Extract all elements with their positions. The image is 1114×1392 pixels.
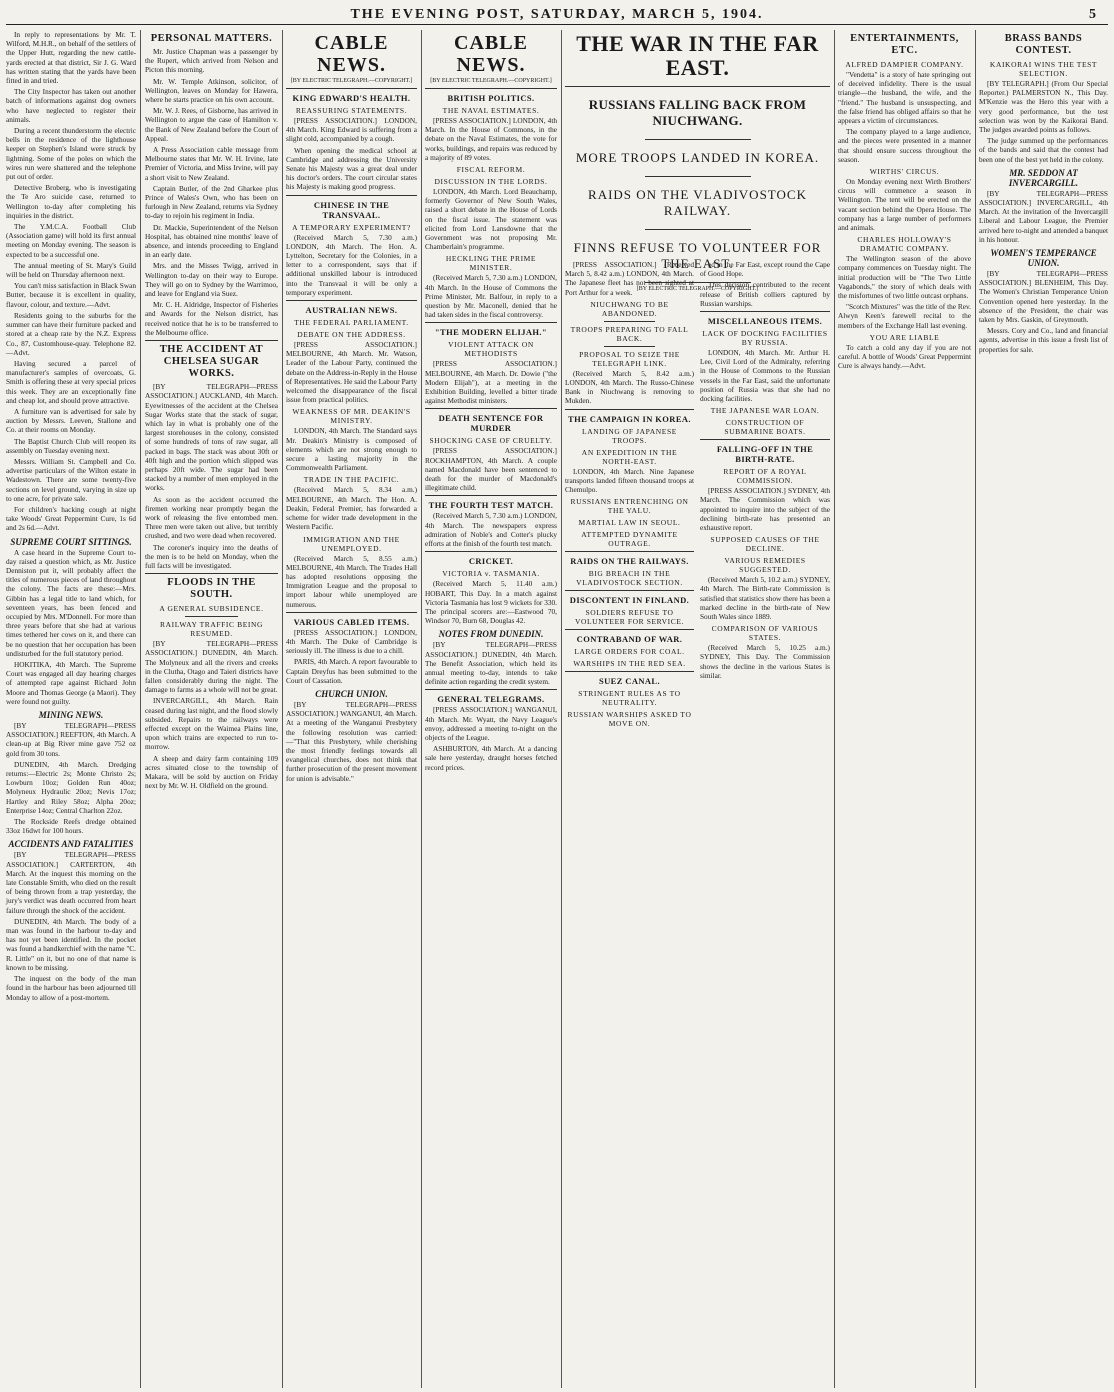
column-4: CABLE NEWS. [BY ELECTRIC TELEGRAPH.—COPYRIGHT.] BRITISH POLITICS. THE NAVAL ESTIMATES. [PRESS ASSOCIATION.] LONDON, 4th March. In the House of Commons, in the debate on the Naval Estimates, the vote for works, buildings, and repairs was reduced by a majority of 89 votes. FISCAL REFORM. DISCUSSION IN THE LORDS. LONDON, 4th March. Lord Beauchamp, formerly Governor of New South Wales, raised a short debate in the House of Lords on the fiscal issue. The statement was elicited from Lord Lansdowne that the Government was not proposing Mr. Chamberlain's programme. HECKLING THE PRIME MINISTER. (Received March 5, 7.30 a.m.) LONDON, 4th March. In the House of Commons the Prime Minister, Mr. Balfour, in reply to a question by Mr. Maconell, denied that he had taken sides in the fiscal controversy. "THE MODERN ELIJAH." VIOLENT ATTACK ON METHODISTS [PRESS ASSOCIATION.] MELBOURNE, 4th March. Dr. Dowie ("the Modern Elijah"), at a meeting in the Exhibition Building, levelled a bitter tirade against Methodist ministers. DEATH SENTENCE FOR MURDER SHOCKING CASE OF CRUELTY. [PRESS ASSOCIATION.] ROCKHAMPTON, 4th March. A couple named Macdonald have been sentenced to death for the murder of Macdonald's illegitimate child. THE FOURTH TEST MATCH. (Received March 5, 7.30 a.m.) LONDON, 4th March. The newspapers express admiration of Noble's and Cotter's plucky efforts at the finish of the fourth test match. CRICKET. VICTORIA v. TASMANIA. (Received March 5, 11.40 a.m.) HOBART, This Day. In a match against Victoria Tasmania has lost 9 wickets for 330. The principal scorers are:—Eastwood 70, Windsor 70, Burn 68, Douglas 42. NOTES FROM DUNEDIN. [BY TELEGRAPH—PRESS ASSOCIATION.] DUNEDIN, 4th March. The Benefit Association, which held its annual meeting to-day, intends to take definite action regarding the credit system. GENERAL TELEGRAMS. [PRESS ASSOCIATION.] WANGANUI, 4th March. Mr. Wyatt, the Navy League's envoy, addressed a meeting to-night on the objects of the League. ASHBURTON, 4th March. At a dancing sale here yesterday, draught horses fetched record prices. [425,32,557,772]
war-left-heading-10: RAIDS ON THE RAILWAYS. [570,556,689,567]
heading-entertainments: ENTERTAINMENTS, ETC. [850,33,959,56]
cable-credit-right: [BY ELECTRIC TELEGRAPH.—COPYRIGHT.] [430,78,552,84]
war-left-heading-2: TROOPS PREPARING TO FALL BACK. [570,324,689,343]
holloway-subheading: CHARLES HOLLOWAY'S DRAMATIC COMPANY. [857,235,952,254]
heading-modern-elijah: "THE MODERN ELIJAH." [434,327,548,338]
war-left-heading-8: MARTIAL LAW IN SEOUL. [578,518,681,528]
heading-immigration: IMMIGRATION AND THE UNEMPLOYED. [303,534,400,553]
war-left-heading-19: RUSSIAN WARSHIPS ASKED TO MOVE ON. [567,710,692,729]
war-right-heading-1: MISCELLANEOUS ITEMS. [707,316,823,327]
war-credit: [BY ELECTRIC TELEGRAPH.—COPYRIGHT.] [636,286,759,292]
war-left-heading-9: ATTEMPTED DYNAMITE OUTRAGE. [581,530,678,549]
heading-floods: FLOODS IN THE SOUTH. [167,577,256,601]
war-right-heading-7: SUPPOSED CAUSES OF THE DECLINE. [710,535,820,554]
heading-brass-bands: BRASS BANDS CONTEST. [1004,33,1083,56]
wirths-circus-subheading: WIRTHS' CIRCUS. [869,167,940,177]
war-header [565,30,830,292]
war-left-heading-17: SUEZ CANAL. [598,676,661,687]
heading-british-politics: BRITISH POLITICS. [447,93,535,103]
war-left-heading-11: BIG BREACH IN THE VLADIVOSTOCK SECTION. [576,569,683,588]
war-right-heading-4: CONSTRUCTION OF SUBMARINE BOATS. [724,418,806,437]
heading-cricket: CRICKET. [468,556,514,567]
australian-subheading-2: DEBATE ON THE ADDRESS. [297,330,406,340]
cable-news-title-right: CABLE NEWS. [454,32,528,76]
war-left-heading-3: PROPOSAL TO SEIZE THE TELEGRAPH LINK. [579,349,680,368]
heading-church-union: CHURCH UNION. [315,688,388,699]
heading-accidents: ACCIDENTS AND FATALITIES [8,839,134,850]
heading-weakness: WEAKNESS OF MR. DEAKIN'S MINISTRY. [292,407,411,426]
heading-supreme-court: SUPREME COURT SITTINGS. [10,536,132,547]
floods-subheading-2: RAILWAY TRAFFIC BEING RESUMED. [159,620,264,639]
war-right-column: ed in the Far East, except round the Cape of Good Hope. This decision contributed to the recent release of British colliers captured by Russian warships. MISCELLANEOUS ITEMS. LACK OF DOCKING FACILITIES BY RUSSIA. LONDON, 4th March. Mr. Arthur H. Lee, Civil Lord of the Admiralty, referring in the House of Commons to the Russian vessels in the Far East, said the unfortunate position of Russia was that she had no docking facilities. THE JAPANESE WAR LOAN. CONSTRUCTION OF SUBMARINE BOATS. FALLING-OFF IN THE BIRTH-RATE. REPORT OF A ROYAL COMMISSION. [PRESS ASSOCIATION.] SYDNEY, 4th March. The Commission which was appointed to inquire into the subject of the declining birth-rate has presented an exhaustive report. SUPPOSED CAUSES OF THE DECLINE. VARIOUS REMEDIES SUGGESTED. (Received March 5, 10.2 a.m.) SYDNEY, 4th March. The Birth-rate Commission is satisfied that statistics show there has been a marked decline in the birth-rate of New South Wales since 1889. COMPARISON OF VARIOUS STATES. (Received March 5, 10.25 a.m.) SYDNEY, This Day. The Commission shows the decline in the various States is similar. [700,260,830,680]
war-left-heading-13: SOLDIERS REFUSE TO VOLUNTEER FOR SERVICE. [574,608,685,627]
heading-fourth-test: THE FOURTH TEST MATCH. [428,500,554,511]
heading-notes-dunedin: NOTES FROM DUNEDIN. [438,629,544,640]
war-left-heading-12: DISCONTENT IN FINLAND. [569,595,690,606]
war-right-heading-2: LACK OF DOCKING FACILITIES BY RUSSIA. [702,329,828,348]
war-subheading-3: RAIDS ON THE VLADIVOSTOCK RAILWAY. [588,187,807,218]
heading-womens-temperance: WOMEN'S TEMPERANCE UNION. [990,248,1097,269]
australian-subheading-1: THE FEDERAL PARLIAMENT. [294,318,409,328]
column-1: In reply to representations by Mr. T. Wilford, M.H.R., on behalf of the settlers of the Upper Hutt, regarding the new cattle-yards erected at that district, Sir J. G. Ward has written stating that the yards have been fitted in and tried. The City Inspector has taken out another batch of informations against dog owners who have neglected to register their animals. During a recent thunderstorm the electric bells in the residence of the lighthouse keeper on Stephen's Island were struck by lightning. Some of the poles on which the wires run were shattered and the telephone put out of order. Detective Broberg, who is investigating the Te Aro suicide case, returned to Wellington to-day after completing his inquiries in the district. The Y.M.C.A. Football Club (Association game) will hold its first annual meeting on Monday evening. The season is expected to be a successful one. The annual meeting of St. Mary's Guild will be held on Thursday afternoon next. You can't miss satisfaction in Black Swan Butter, because it is excellent in quality, flavour, colour, and texture.—Advt. Residents going to the suburbs for the summer can have their furniture packed and stored at a cheap rate by the N.Z. Express Co., 87, Customhouse-quay. Telephone 82.—Advt. Having secured a parcel of manufacturer's samples of overcoats, G. Smith is offering these at very special prices this week. They are an exceptionally fine and cheap lot, and should prove attractive. A furniture van is advertised for sale by auction by Messrs. Leeven, Stallone and Co. at their rooms on Monday. The Baptist Church Club will reopen its assembly on Tuesday evening next. Messrs. William St. Campbell and Co. advertise particulars of the Wilton estate in Wadestown. There are some twenty-five sections on level ground, varying in size up to one acre, for private sale. For children's hacking cough at night take Woods' Great Peppermint Cure, 1s 6d and 2s 6d.—Advt. SUPREME COURT SITTINGS. A case heard in the Supreme Court to-day raised a question which, as Mr. Justice Denniston put it, will probably affect the titles of numerous pieces of land throughout the colony. The facts are these:—Mrs. Gibbin has a legal title to land which, for seventeen years, has been fenced and occupied by Mrs. M'Donnell. For more than three years before that she had at various times tethered her cows on it, and there can be no question that her occupation has been undisturbed for the full statutory period. HOKITIKA, 4th March. The Supreme Court was engaged all day hearing charges of attempted rape against Richard John Moore and Thomas George (a Maori). They were found not guilty. MINING NEWS. [BY TELEGRAPH—PRESS ASSOCIATION.] REEFTON, 4th March. A clean-up at Big River mine gave 752 oz gold from 30 tons. DUNEDIN, 4th March. Dredging returns:—Electric 2s; Monte Christo 2s; Lowburn 10oz; Golden Run 40oz; Molyneux Hydraulic 20oz; Nevis 17oz; Hartley and Riley 58oz; Alpha 20oz; Enterprise 14oz; Central Charlton 22oz. The Rockside Reefs dredge obtained 33oz 16dwt for 100 hours. ACCIDENTS AND FATALITIES [BY TELEGRAPH—PRESS ASSOCIATION.] CARTERTON, 4th March. At the inquest this morning on the late Constable Smith, who died on the result of being thrown from a trap yesterday, the jury's verdict was death occurred from heart failure through the shock of the accident. DUNEDIN, 4th March. The body of a man was found in the harbour to-day and has not yet been identified. In the pocket was found a handkerchief with the name "C. R. Little" on it, but no one of that name is known to be missing. The inquest on the body of the man found in the harbour has been adjourned till Monday to allow of a post-mortem. [6,30,136,1002]
war-left-heading-15: LARGE ORDERS FOR COAL. [574,647,685,657]
war-left-heading-16: WARSHIPS IN THE RED SEA. [573,659,686,669]
naval-estimates-subheading: THE NAVAL ESTIMATES. [442,106,540,115]
heading-king-health: KING EDWARD'S HEALTH. [292,93,411,103]
heading-accident-sugar: THE ACCIDENT AT CHELSEA SUGAR WORKS. [159,344,264,380]
war-left-heading-18: STRINGENT RULES AS TO NEUTRALITY. [578,689,681,708]
king-health-subheading: REASSURING STATEMENTS. [295,106,408,115]
war-left-heading-5: LANDING OF JAPANESE TROOPS. [582,426,677,445]
intro-paragraph: In reply to representations by Mr. T. Wilford, M.H.R., on behalf of the settlers of the Upper Hutt, regarding the new cattle-yards erected at that district, Sir J. G. Ward has written stating that the yards have been fitted in and tried. [6,30,136,86]
war-left-heading-14: CONTRABAND OF WAR. [576,634,683,645]
war-subheading-2: MORE TROOPS LANDED IN KOREA. [575,150,820,165]
column-2: PERSONAL MATTERS. Mr. Justice Chapman was a passenger by the Rupert, which arrived from Nelson and Picton this morning. Mr. W. Temple Atkinson, solicitor, of Wellington, leaves on Monday for Hawera, where he starts practice on his own account. Mr. W. J. Rees, of Gisborne, has arrived in Wellington to argue the case of Hamilton v. the Bank of New Zealand before the Court of Appeal. A Press Association cable message from Melbourne states that Mr. W. H. Irvine, late Premier of Victoria, and Miss Irvine, will pay a short visit to New Zealand. Captain Butler, of the 2nd Gharkee plus Prince of Wales's Own, who has been on furlough in New Zealand, returns via Sydney to-day to rejoin his regiment in India. Dr. Mackie, Superintendent of the Nelson Hospital, has obtained nine months' leave of absence, and intends proceeding to England in an early date. Mrs. and the Misses Twigg, arrived in Wellington to-day on their way to Europe. They will go on to Sydney by the Warrimoo, and leave for England via Suez. Mr. C. H. Aldridge, Inspector of Fisheries and Awards for the Nelson district, has received notice that he is to be transferred to the Melbourne office. THE ACCIDENT AT CHELSEA SUGAR WORKS. [BY TELEGRAPH—PRESS ASSOCIATION.] AUCKLAND, 4th March. Eyewitnesses of the accident at the Chelsea Sugar Works state that the stack of sugar, which lay in what is probably one of the largest storehouses in the colony, consisted of some hundreds of tons of raw sugar, all packed in bags. The stack was about 30ft or 40ft high and the portion which slipped was perhaps 20ft wide. The sugar had been stacked by a number of men employed in the works. As soon as the accident occurred the firemen working near promptly began the work of releasing the five entombed men. Three men were taken out alive, but terribly crushed, and two were dead when recovered. The coroner's inquiry into the deaths of the men is to be held on Monday, when the full facts will be investigated. FLOODS IN THE SOUTH. A GENERAL SUBSIDENCE. RAILWAY TRAFFIC BEING RESUMED. [BY TELEGRAPH—PRESS ASSOCIATION.] DUNEDIN, 4th March. The Molyneux and all the rivers and creeks in the Clutha, Otago and Taieri districts have fallen considerably during the night. The damage to farms as a whole will not be great. INVERCARGILL, 4th March. Rain ceased during last night, and the flood slowly subsided. Repairs to the railways were effected except on the Waimea Plains line, upon which trains are expected to run to-morrow. A sheep and dairy farm containing 109 acres situated close to the township of Makara, will be sold by auction on Friday next by Mr. W. H. Oldfield on the ground. [145,33,278,791]
war-subheading-1: RUSSIANS FALLING BACK FROM NIUCHWANG. [588,97,807,128]
heading-australian-news: AUSTRALIAN NEWS. [305,305,398,316]
war-headline: THE WAR IN THE FAR EAST. [576,31,819,80]
floods-subheading-1: A GENERAL SUBSIDENCE. [159,604,264,614]
war-right-heading-6: REPORT OF A ROYAL COMMISSION. [723,467,807,486]
chinese-subheading: A TEMPORARY EXPERIMENT? [292,222,411,232]
heading-trade-pacific: TRADE IN THE PACIFIC. [303,475,400,485]
fiscal-reform-subheading: FISCAL REFORM. [456,165,526,175]
heading-various-cabled: VARIOUS CABLED ITEMS. [293,616,410,627]
heading-personal-matters: PERSONAL MATTERS. [150,33,273,44]
war-left-heading-1: NIUCHWANG TO BE ABANDONED. [590,299,669,318]
heading-death-sentence: DEATH SENTENCE FOR MURDER [438,413,544,434]
heading-seddon: MR. SEDDON AT INVERCARGILL. [1008,167,1079,188]
masthead [6,6,1108,25]
column-8: BRASS BANDS CONTEST. KAIKORAI WINS THE TEST SELECTION. [BY TELEGRAPH.] (From Our Special Reporter.) PALMERSTON N., This Day. M'Kenzie was the Hero this year with a very good performance, but the test selection was won by the Kaikorai Band. The judges awarded points as follows. The judge summed up the performances of the bands and said that the contest had been one of the best yet held in the colony. MR. SEDDON AT INVERCARGILL. [BY TELEGRAPH—PRESS ASSOCIATION.] INVERCARGILL, 4th March. At the invitation of the Invercargill Liberal and Labour League, the Premier arrived here to-night and attended a banquet in his honour. WOMEN'S TEMPERANCE UNION. [BY TELEGRAPH—PRESS ASSOCIATION.] BLENHEIM, This Day. The Women's Christian Temperance Union Convention opened here yesterday. In the absence of the President, the chair was taken by Mrs. Gaskin, of Greymouth. Messrs. Cory and Co., land and financial agents, advertise in this issue a fresh list of properties for sale. [979,33,1108,354]
violent-attack-subheading: VIOLENT ATTACK ON METHODISTS [448,340,534,359]
shocking-case-subheading: SHOCKING CASE OF CRUELTY. [429,436,553,446]
heckling-subheading: HECKLING THE PRIME MINISTER. [445,254,537,273]
you-are-liable-heading: YOU ARE LIABLE [869,332,940,342]
heading-chinese-transvaal: CHINESE IN THE TRANSVAAL. [313,199,390,220]
column-3: CABLE NEWS. [BY ELECTRIC TELEGRAPH.—COPYRIGHT.] KING EDWARD'S HEALTH. REASSURING STATEMENTS. [PRESS ASSOCIATION.] LONDON, 4th March. King Edward is suffering from a slight cold, accompanied by a cough. When opening the medical school at Cambridge and addressing the University Senate his Majesty was a great deal under his doctor's orders. The court circular states his Majesty is making good progress. CHINESE IN THE TRANSVAAL. A TEMPORARY EXPERIMENT? (Received March 5, 7.30 a.m.) LONDON, 4th March. The Hon. A. Lyttelton, Secretary for the Colonies, in a letter to a correspondent, says that if additional unskilled labour is introduced into the Transvaal it will be only a temporary experiment. AUSTRALIAN NEWS. THE FEDERAL PARLIAMENT. DEBATE ON THE ADDRESS. [PRESS ASSOCIATION.] MELBOURNE, 4th March. Mr. Watson, Leader of the Labour Party, continued the debate on the Address-in-Reply in the House of Representatives. He said the Labour Party welcomed the disappearance of the fiscal issue from practical politics. WEAKNESS OF MR. DEAKIN'S MINISTRY. LONDON, 4th March. The Standard says Mr. Deakin's Ministry is composed of elements which are not strong enough to secure a lasting majority in the Commonwealth Parliament. TRADE IN THE PACIFIC. (Received March 5, 8.34 a.m.) MELBOURNE, 4th March. The Hon. A. Deakin, Federal Premier, has forwarded a scheme for wider trade development in the Western Pacific. IMMIGRATION AND THE UNEMPLOYED. (Received March 5, 8.55 a.m.) MELBOURNE, 4th March. The Trades Hall has adopted resolutions opposing the Immigration League and the proposal to import labour while unemployed are numerous. VARIOUS CABLED ITEMS. [PRESS ASSOCIATION.] LONDON, 4th March. The Duke of Cambridge is seriously ill. The illness is due to a chill. PARIS, 4th March. A report favourable to Captain Dreyfus has been submitted to the Court of Cassation. CHURCH UNION. [BY TELEGRAPH—PRESS ASSOCIATION.] WANGANUI, 4th March. At a meeting of the Wanganui Presbytery the following resolution was carried:—"That this Presbytery, while cherishing the most friendly feelings towards all evangelical churches, does not think that further prosecution of the present movement for union is advisable." [286,32,417,783]
war-left-heading-4: THE CAMPAIGN IN KOREA. [568,413,691,424]
kaikorai-subheading: KAIKORAI WINS THE TEST SELECTION. [989,60,1098,78]
war-left-heading-6: AN EXPEDITION IN THE NORTH-EAST. [581,447,678,466]
page-number: 5 [1089,7,1098,22]
war-right-heading-9: COMPARISON OF VARIOUS STATES. [711,624,819,643]
column-7: ENTERTAINMENTS, ETC. ALFRED DAMPIER COMPANY. "Vendetta" is a story of hate springing out of deceived infidelity. There is the usual triangle—the husband, the wife, and the "friend." The husband is unsuspecting, and the false friend has obliged affairs so that he appears a victim of circumstances. The company played to a large audience, and the pieces were presented in a manner that should ensure success throughout the season. WIRTHS' CIRCUS. On Monday evening next Wirth Brothers' circus will commence a season in Wellington. The tent will be erected on the vacant section behind the Opera House. The company has a large number of performers and animals. CHARLES HOLLOWAY'S DRAMATIC COMPANY. The Wellington season of the above company commences on Tuesday night. The initial production will be "The Two Little Vagabonds," the story of which deals with the misfortunes of two little outcast orphans. "Scotch Mixtures" was the title of the Rev. Alwyn Keen's farewell recital to the members of the Exchange Hall last evening. YOU ARE LIABLE To catch a cold any day if you are not careful. A bottle of Woods' Great Peppermint Cure is always handy.—Advt. [838,33,971,371]
alfred-dampier-subheading: ALFRED DAMPIER COMPANY. [845,60,964,69]
discussion-lords-subheading: DISCUSSION IN THE LORDS. [434,177,548,187]
war-right-heading-5: FALLING-OFF IN THE BIRTH-RATE. [716,444,814,465]
cable-credit-left: [BY ELECTRIC TELEGRAPH.—COPYRIGHT.] [290,78,413,84]
war-right-heading-3: THE JAPANESE WAR LOAN. [710,406,820,416]
war-left-column: [PRESS ASSOCIATION.] (Received March 5, 8.42 a.m.) LONDON, 4th March. The Japanese fleet has not been sighted at Port Arthur for a week. NIUCHWANG TO BE ABANDONED. TROOPS PREPARING TO FALL BACK. PROPOSAL TO SEIZE THE TELEGRAPH LINK. (Received March 5, 8.42 a.m.) LONDON, 4th March. The Russo-Chinese Bank in Niuchwang is removing to Mukden. THE CAMPAIGN IN KOREA. LANDING OF JAPANESE TROOPS. AN EXPEDITION IN THE NORTH-EAST. LONDON, 4th March. Nine Japanese transports landed fifteen thousand troops at Chemulpo. RUSSIANS ENTRENCHING ON THE YALU. MARTIAL LAW IN SEOUL. ATTEMPTED DYNAMITE OUTRAGE. RAIDS ON THE RAILWAYS. BIG BREACH IN THE VLADIVOSTOCK SECTION. DISCONTENT IN FINLAND. SOLDIERS REFUSE TO VOLUNTEER FOR SERVICE. CONTRABAND OF WAR. LARGE ORDERS FOR COAL. WARSHIPS IN THE RED SEA. SUEZ CANAL. STRINGENT RULES AS TO NEUTRALITY. RUSSIAN WARSHIPS ASKED TO MOVE ON. [565,260,694,729]
war-right-heading-8: VARIOUS REMEDIES SUGGESTED. [724,556,806,575]
heading-general-telegrams: GENERAL TELEGRAMS. [437,694,545,705]
war-left-heading-7: RUSSIANS ENTRENCHING ON THE YALU. [570,497,689,516]
masthead-title: THE EVENING POST, SATURDAY, MARCH 5, 1904. [350,7,764,22]
war-subheading-4: FINNS REFUSE TO VOLUNTEER FOR THE EAST. [573,240,822,271]
victoria-tasmania-subheading: VICTORIA v. TASMANIA. [442,569,540,579]
cable-news-title-left: CABLE NEWS. [314,32,389,76]
heading-mining-news: MINING NEWS. [38,710,104,721]
